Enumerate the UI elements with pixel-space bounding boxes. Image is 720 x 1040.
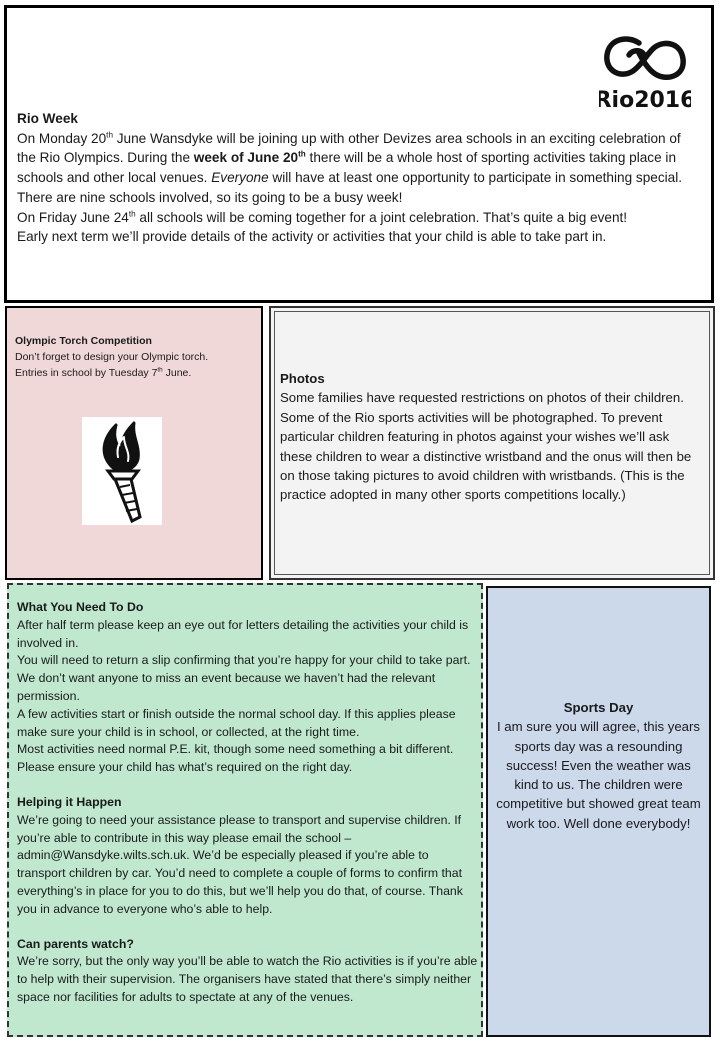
what-you-need-heading: What You Need To Do (17, 600, 144, 614)
what-you-need-p2: You will need to return a slip confirming that you’re happy for your child to take part. We don’t want anyone to miss an event because we haven’t had the relevant permission. (17, 653, 471, 703)
helping-heading: Helping it Happen (17, 794, 122, 809)
olympic-torch-icon (82, 417, 162, 525)
rio-week-panel (4, 5, 714, 303)
helping-body: We’re going to need your assistance please to transport and supervise children. If you’re able to contribute in this way please email the school – admin@Wansdyke.wilts.sch.uk. We’d be especially pleased if you’re able to transport children by car. You’d need to complete a couple of forms to confirm that everything’s in place for you to do this, but we’ll help you do that, of course. Thank you in advance to everyone who’s able to help. (17, 812, 463, 916)
torch-competition-panel (5, 306, 263, 580)
rio-week-heading: Rio Week (17, 111, 78, 126)
rio-week-paragraph-2: On Friday June 24th all schools will be coming together for a joint celebration. That’s quite a big event! (17, 208, 628, 225)
torch-line-2: Entries in school by Tuesday 7th June. (15, 366, 192, 379)
photos-body: Some families have requested restrictions on photos of their children. Some of the Rio sports activities will be photographed. To prevent particular children featuring in photos against your wishes we’ll ask these children to wear a distinctive wristband and the onus will then be on those taking pictures to avoid children with wristbands. (This is the practice adopted in many other sports competitions locally.) (280, 390, 692, 503)
torch-heading: Olympic Torch Competition (15, 335, 152, 347)
sports-day-text (496, 698, 701, 833)
rio-2016-logo (599, 31, 691, 118)
what-you-need-p4: Most activities need normal P.E. kit, though some need something a bit different. Please ensure your child has what’s required on the right day. (17, 742, 454, 775)
photos-text (280, 369, 704, 505)
logo-text: Rio2016 (599, 88, 691, 113)
what-you-need-panel (7, 583, 483, 1037)
photos-heading: Photos (280, 371, 325, 386)
sports-day-panel (486, 586, 711, 1037)
parents-watch-body: We’re sorry, but the only way you’ll be able to watch the Rio activities is if you’re able to help with their supervision. The organisers have stated that there’s simply neither space nor facilities for adults to spectate at any of the venues. (17, 954, 478, 1004)
rio-week-text (17, 109, 697, 247)
sports-day-heading: Sports Day (563, 700, 634, 715)
torch-line-1: Don’t forget to design your Olympic torch. (15, 351, 209, 363)
torch-competition-text (15, 333, 255, 381)
what-you-need-p1: After half term please keep an eye out for letters detailing the activities your child is involved in. (17, 617, 469, 650)
what-you-need-text (17, 599, 479, 1007)
rio-week-paragraph-1: On Monday 20th June Wansdyke will be joining up with other Devizes area schools in an exciting celebration of the Rio Olympics. During the week of June 20th there will be a whole host of sporting activities taking place in schools and other local venues. Everyone will have at least one opportunity to participate in something special. There are nine schools involved, so its going to be a busy week! (17, 130, 682, 205)
rio-week-paragraph-3: Early next term we’ll provide details of the activity or activities that your child is able to take part in. (17, 229, 607, 245)
sports-day-body: I am sure you will agree, this years sports day was a resounding success! Even the weather was kind to us. The children were competitive but showed great team work too. Well done everybody! (496, 719, 701, 831)
parents-watch-heading: Can parents watch? (17, 936, 134, 951)
photos-panel (269, 306, 715, 580)
what-you-need-p3: A few activities start or finish outside the normal school day. If this applies please make sure your child is in school, or collected, at the right time. (17, 706, 456, 739)
